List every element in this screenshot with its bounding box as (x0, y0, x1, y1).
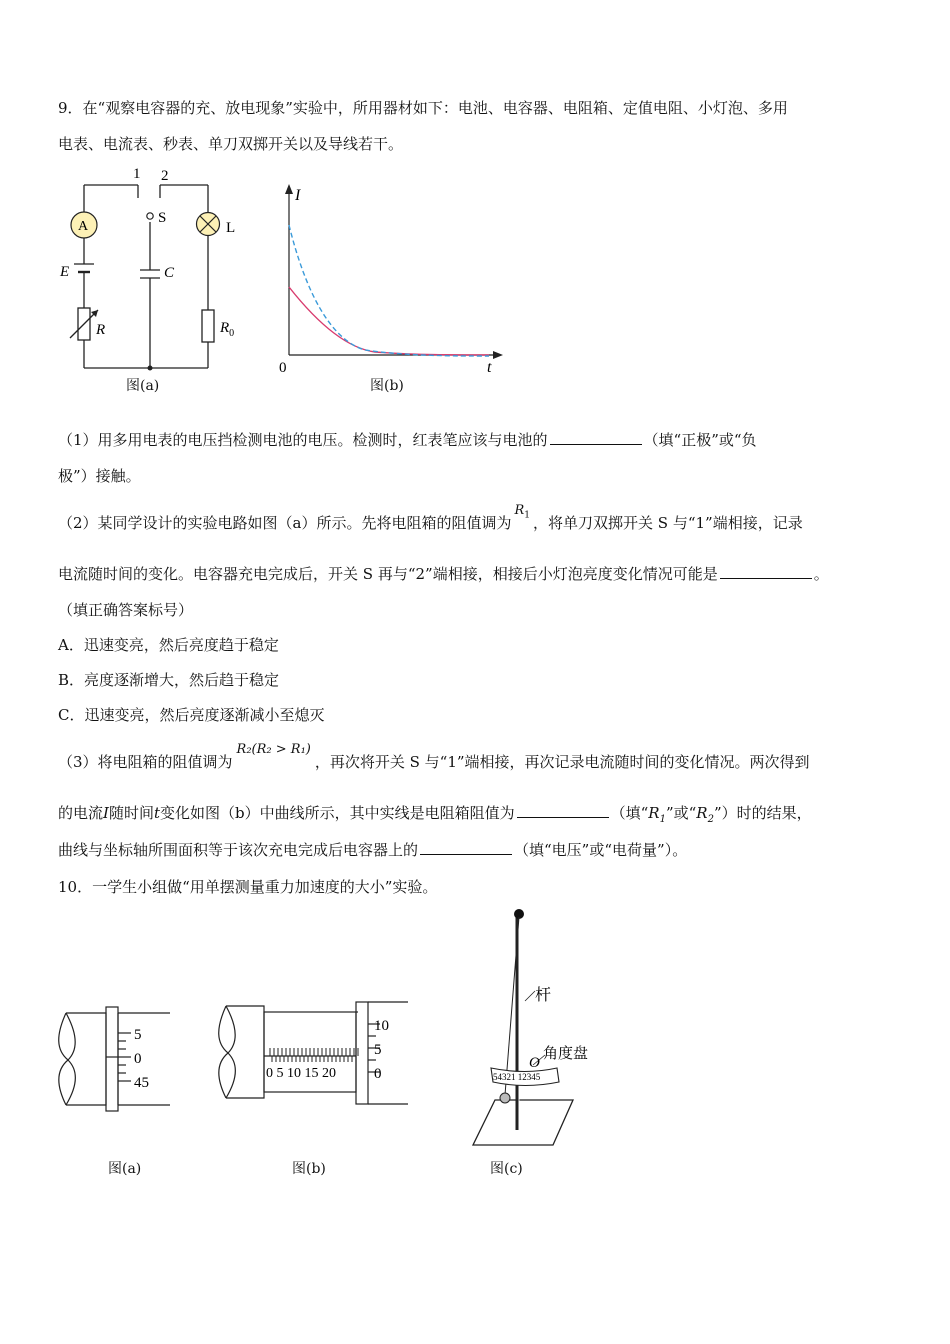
q9-part3-line2: 的电流I随时间t变化如图（b）中曲线所示，其中实线是电阻箱阻值为 （填“$R_1$”或“$R_2$”）时的结果， (58, 804, 812, 825)
switch-terminal-2: 2 (161, 168, 169, 184)
micrometer-reading-a (58, 1005, 188, 1115)
sleeve-tick-10: 10 (374, 1018, 389, 1034)
answer-blank-3[interactable] (517, 803, 609, 818)
micrometer-reading-b (218, 998, 418, 1108)
option-c: C．迅速变亮，然后亮度逐渐减小至熄灭 (58, 706, 325, 724)
sleeve-tick-0: 0 (374, 1066, 382, 1082)
current-axis-label: I (295, 187, 301, 204)
sleeve-tick-5: 5 (374, 1042, 382, 1058)
fig-10c-caption: 图(c) (490, 1161, 523, 1177)
answer-blank-4[interactable] (420, 840, 512, 855)
q9-part3-line3: 曲线与坐标轴所围面积等于该次充电完成后电容器上的 （填“电压”或“电荷量”）。 (58, 841, 688, 859)
lamp-label: L (226, 220, 236, 236)
solid-curve (289, 287, 489, 355)
fig-b-caption: 图(b) (370, 378, 404, 394)
thimble-tick-5: 5 (134, 1027, 142, 1043)
origin-label: 0 (279, 360, 287, 376)
resistor-box-label: R (96, 322, 106, 338)
switch-terminal-1: 1 (133, 166, 141, 182)
circuit-diagram (60, 160, 260, 400)
thimble-tick-0: 0 (134, 1051, 142, 1067)
angle-disk-label: 角度盘 (543, 1046, 589, 1062)
fig-a-caption: 图(a) (126, 378, 160, 394)
rod-label: 杆 (535, 987, 552, 1004)
capacitor-label: C (164, 265, 175, 281)
answer-blank-2[interactable] (720, 564, 812, 579)
thimble-tick-45: 45 (134, 1075, 149, 1091)
switch-label: S (158, 210, 167, 226)
r2-condition-formula: R₂(R₂ > R₁) (236, 742, 311, 757)
battery-label: E (60, 264, 70, 280)
ammeter-label: A (78, 219, 89, 234)
current-time-graph (275, 180, 515, 380)
q10-intro: 10．一学生小组做“用单摆测量重力加速度的大小”实验。 (58, 878, 438, 896)
time-axis-label: t (487, 359, 492, 376)
angle-scale-numbers: 54321 12345 (493, 1072, 541, 1082)
option-b: B．亮度逐渐增大，然后趋于稳定 (58, 671, 280, 689)
fig-10b-caption: 图(b) (292, 1161, 326, 1177)
pivot-label: O (529, 1055, 540, 1071)
q9-part2-line2: 电流随时间的变化。电容器充电完成后，开关 S 再与“2”端相接，相接后小灯泡亮度变化情况可能是 。 (58, 565, 829, 583)
fixed-resistor-label: $R_0$ (220, 320, 235, 339)
answer-blank-1[interactable] (550, 430, 642, 445)
pendulum-apparatus (465, 905, 615, 1155)
main-scale-numbers: 0 5 10 15 20 (266, 1066, 336, 1081)
q9-intro-line1: 9．在“观察电容器的充、放电现象”实验中，所用器材如下：电池、电容器、电阻箱、定值电阻、小灯泡、多用 (58, 99, 788, 117)
q9-intro-line2: 电表、电流表、秒表、单刀双掷开关以及导线若干。 (58, 135, 404, 153)
q9-part1-line1: （1）用多用电表的电压挡检测电池的电压。检测时，红表笔应该与电池的 （填“正极”或“负 (58, 431, 757, 449)
option-a: A．迅速变亮，然后亮度趋于稳定 (58, 636, 279, 654)
dashed-curve (289, 225, 489, 356)
fig-10a-caption: 图(a) (108, 1161, 142, 1177)
q9-part2-line3: （填正确答案标号） (58, 601, 194, 619)
q9-part3-line1: （3）将电阻箱的阻值调为R₂(R₂ > R₁)，再次将开关 S 与“1”端相接，再次记录电流随时间的变化情况。两次得到 (58, 742, 810, 771)
q9-part2-line1: （2）某同学设计的实验电路如图（a）所示。先将电阻箱的阻值调为$R_1$ ，将单刀双掷开关 S 与“1”端相接，记录 (58, 503, 803, 532)
q9-part1-line2: 极”）接触。 (58, 467, 141, 485)
